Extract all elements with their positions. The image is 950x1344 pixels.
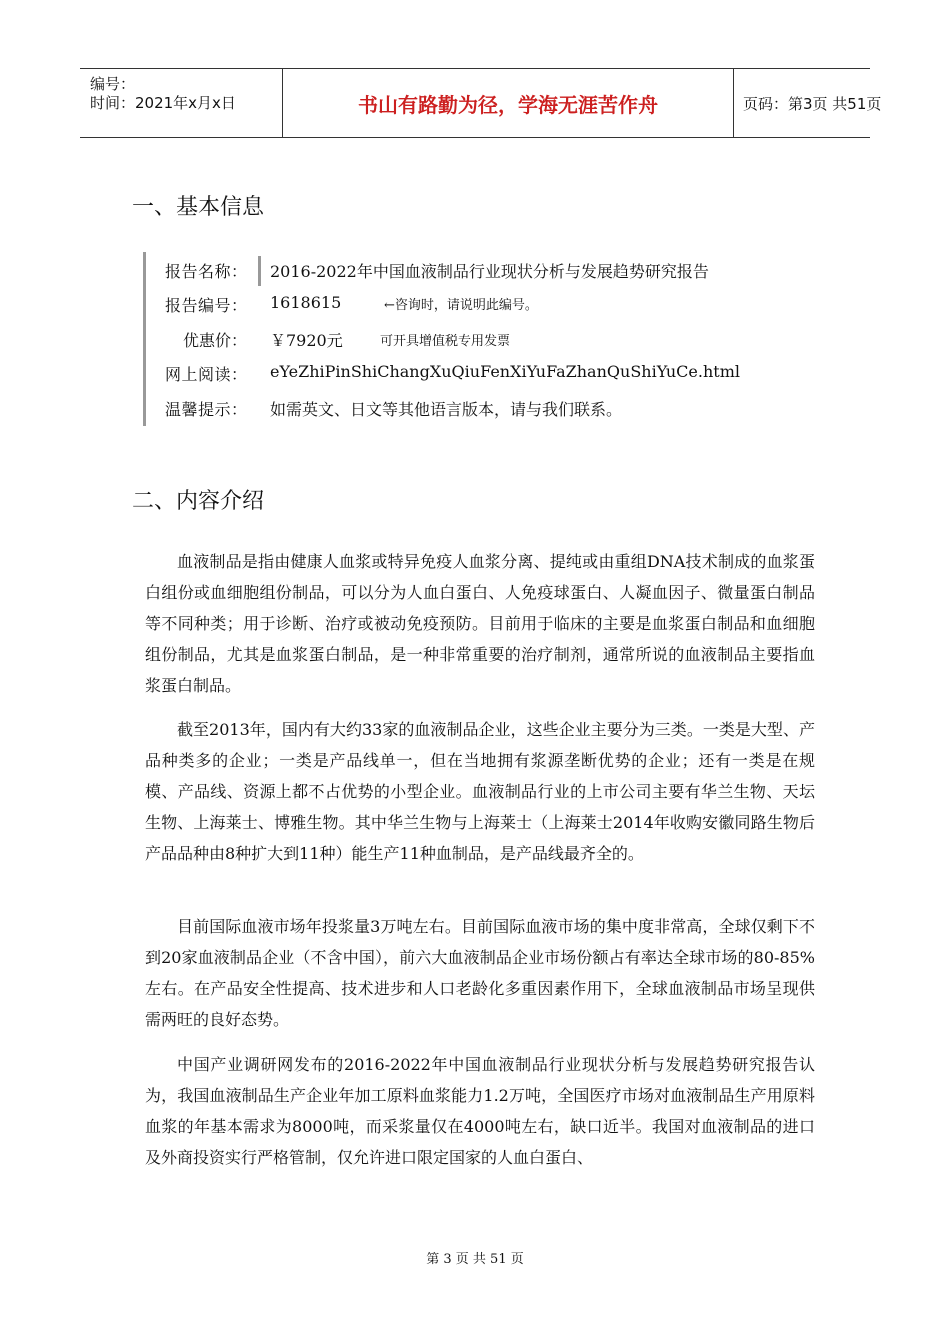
paragraph-4: 中国产业调研网发布的2016-2022年中国血液制品行业现状分析与发展趋势研究报告认为，我国血液制品生产企业年加工原料血浆能力1.2万吨，全国医疗市场对血液制品生产用原料血浆的年基本需求为8000吨，而采浆量仅在4000吨左右，缺口近半。我国对血液制品的进口及外商投资实行严格管制，仅允许进口限定国家的人血白蛋白、 [145,1055,815,1167]
info-note-number: ←咨询时，请说明此编号。 [384,298,538,313]
page-footer: 第 3 页 共 51 页 [426,1252,524,1267]
paragraph-1: 血液制品是指由健康人血浆或特异免疫人血浆分离、提纯或由重组DNA技术制成的血浆蛋白组份或血细胞组份制品，可以分为人血白蛋白、人免疫球蛋白、人凝血因子、微量蛋白制品等不同种类；用于诊断、治疗或被动免疫预防。目前用于临床的主要是血浆蛋白制品和血细胞组份制品，尤其是血浆蛋白制品，是一种非常重要的治疗制剂，通常所说的血液制品主要指血浆蛋白制品。 [145,552,815,695]
info-key: 报告名称： [165,262,247,281]
number-label: 编号： [90,75,136,93]
info-block-bar [143,252,146,426]
info-value: 如需英文、日文等其他语言版本，请与我们联系。 [270,400,623,419]
page-info: 页码：第3页 共51页 [743,95,882,113]
info-value: 2016-2022年中国血液制品行业现状分析与发展趋势研究报告 [270,262,709,281]
info-note-invoice: 可开具增值税专用发票 [380,334,511,349]
section-title-basic-info: 一、基本信息 [132,195,265,220]
paragraph-2: 截至2013年，国内有大约33家的血液制品企业，这些企业主要分为三类。一类是大型、产品种类多的企业；一类是产品线单一，但在当地拥有浆源垄断优势的企业；还有一类是在规模、产品线、资源上都不占优势的小型企业。血液制品行业的上市公司主要有华兰生物、天坛生物、上海莱士、博雅生物。其中华兰生物与上海莱士（上海莱士2014年收购安徽同路生物后产品品种由8种扩大到11种）能生产11种血制品，是产品线最齐全的。 [145,720,815,863]
section-title-content-intro: 二、内容介绍 [132,489,265,514]
online-reading-link[interactable]: eYeZhiPinShiChangXuQiuFenXiYuFaZhanQuShiYuCe.html [270,362,740,381]
info-key: 网上阅读： [165,365,247,384]
motto: 书山有路勤为径，学海无涯苦作舟 [358,93,658,117]
info-divider [258,256,261,286]
header-right-cell [733,69,882,137]
info-key: 温馨提示： [165,400,247,419]
paragraph-3: 目前国际血液市场年投浆量3万吨左右。目前国际血液市场的集中度非常高，全球仅剩下不到20家血液制品企业（不含中国），前六大血液制品企业市场份额占有率达全球市场的80-85%左右。在产品安全性提高、技术进步和人口老龄化多重因素作用下，全球血液制品市场呈现供需两旺的良好态势。 [145,917,815,1029]
header-center-cell [282,69,734,137]
page-header [80,68,882,138]
info-key: 报告编号： [165,296,247,315]
header-left-cell [80,69,282,137]
info-value: 1618615 [270,293,342,312]
time-label: 时间：2021年x月x日 [90,94,236,112]
info-value: ￥7920元 [270,331,343,350]
info-key: 优惠价： [183,331,248,350]
